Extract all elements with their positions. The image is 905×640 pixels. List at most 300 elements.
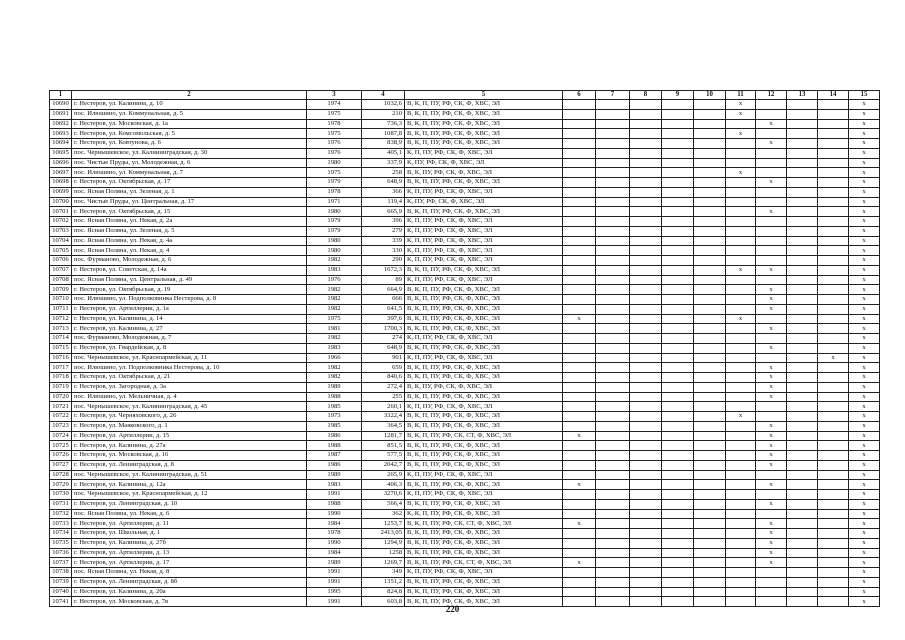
area-cell: 1672,3 bbox=[362, 265, 405, 275]
col-11-cell bbox=[726, 226, 756, 236]
year-built-cell: 1966 bbox=[307, 353, 362, 363]
address-cell: пос. Ясная Поляна, ул. Центральная, д. 49 bbox=[72, 275, 307, 285]
col-11-cell bbox=[726, 392, 756, 402]
col-13-cell bbox=[787, 402, 818, 412]
col-9-cell bbox=[662, 577, 694, 587]
area-cell: 1253,7 bbox=[362, 519, 405, 529]
col-13-cell bbox=[787, 441, 818, 451]
col-11-cell bbox=[726, 568, 756, 578]
area-cell: 659 bbox=[362, 363, 405, 373]
col-12-cell: х bbox=[756, 265, 787, 275]
column-header-8: 8 bbox=[630, 91, 662, 100]
col-10-cell bbox=[694, 256, 726, 266]
col-11-cell bbox=[726, 324, 756, 334]
col-12-cell bbox=[756, 314, 787, 324]
col-9-cell bbox=[662, 558, 694, 568]
col-15-cell: х bbox=[849, 392, 880, 402]
utilities-cell: К, П, ПУ, РФ, СК, Ф, ХВС, ЭЛ bbox=[405, 402, 563, 412]
col-13-cell bbox=[787, 236, 818, 246]
col-14-cell bbox=[818, 246, 849, 256]
col-13-cell bbox=[787, 538, 818, 548]
col-8-cell bbox=[630, 314, 662, 324]
col-9-cell bbox=[662, 451, 694, 461]
col-9-cell bbox=[662, 265, 694, 275]
utilities-cell: В, К, П, ПУ, РФ, СК, Ф, ХВС, ЭЛ bbox=[405, 480, 563, 490]
col-12-cell: х bbox=[756, 529, 787, 539]
col-10-cell bbox=[694, 577, 726, 587]
utilities-cell: К, П, ПУ, РФ, СК, Ф, ХВС, ЭЛ bbox=[405, 256, 563, 266]
col-6-cell bbox=[563, 129, 596, 139]
record-id-cell: 10705 bbox=[50, 246, 72, 256]
col-9-cell bbox=[662, 382, 694, 392]
year-built-cell: 1982 bbox=[307, 334, 362, 344]
col-14-cell bbox=[818, 392, 849, 402]
table-row bbox=[50, 314, 880, 324]
col-6-cell bbox=[563, 412, 596, 422]
col-8-cell bbox=[630, 451, 662, 461]
utilities-cell: В, К, П, ПУ, РФ, СК, Ф, ХВС, ЭЛ bbox=[405, 499, 563, 509]
col-14-cell: х bbox=[818, 353, 849, 363]
column-header-11: 11 bbox=[726, 91, 756, 100]
area-cell: 824,8 bbox=[362, 587, 405, 597]
address-cell: г. Нестеров, ул. Московская, д. 16 bbox=[72, 451, 307, 461]
address-cell: пос. Ясная Поляна, ул. Некая, д. 6 bbox=[72, 509, 307, 519]
address-cell: г. Нестеров, ул. Советская, д. 14а bbox=[72, 265, 307, 275]
area-cell: 119,4 bbox=[362, 197, 405, 207]
col-6-cell bbox=[563, 285, 596, 295]
col-9-cell bbox=[662, 236, 694, 246]
address-cell: пос. Чернышевское, ул. Красноармейская, д. 12 bbox=[72, 490, 307, 500]
col-8-cell bbox=[630, 119, 662, 129]
col-8-cell bbox=[630, 441, 662, 451]
col-8-cell bbox=[630, 109, 662, 119]
col-7-cell bbox=[596, 334, 630, 344]
table-row bbox=[50, 158, 880, 168]
col-6-cell bbox=[563, 529, 596, 539]
col-8-cell bbox=[630, 431, 662, 441]
table-row bbox=[50, 480, 880, 490]
col-13-cell bbox=[787, 499, 818, 509]
col-8-cell bbox=[630, 304, 662, 314]
col-10-cell bbox=[694, 324, 726, 334]
table-row bbox=[50, 168, 880, 178]
col-10-cell bbox=[694, 100, 726, 110]
col-15-cell: х bbox=[849, 343, 880, 353]
area-cell: 274 bbox=[362, 334, 405, 344]
utilities-cell: К, П, ПУ, РФ, СК, Ф, ХВС, ЭЛ bbox=[405, 353, 563, 363]
record-id-cell: 10725 bbox=[50, 441, 72, 451]
record-id-cell: 10723 bbox=[50, 421, 72, 431]
col-10-cell bbox=[694, 392, 726, 402]
address-cell: пос. Чернышевское, ул. Калининградская, д. 45 bbox=[72, 402, 307, 412]
col-13-cell bbox=[787, 324, 818, 334]
col-12-cell bbox=[756, 236, 787, 246]
address-cell: г. Нестеров, ул. Калинина, д. 12а bbox=[72, 480, 307, 490]
col-8-cell bbox=[630, 412, 662, 422]
col-11-cell bbox=[726, 480, 756, 490]
col-15-cell: х bbox=[849, 109, 880, 119]
col-14-cell bbox=[818, 460, 849, 470]
col-9-cell bbox=[662, 285, 694, 295]
area-cell: 2413,05 bbox=[362, 529, 405, 539]
col-7-cell bbox=[596, 109, 630, 119]
col-11-cell: х bbox=[726, 412, 756, 422]
col-14-cell bbox=[818, 558, 849, 568]
col-6-cell bbox=[563, 363, 596, 373]
record-id-cell: 10726 bbox=[50, 451, 72, 461]
area-cell: 210 bbox=[362, 109, 405, 119]
col-15-cell: х bbox=[849, 480, 880, 490]
year-built-cell: 1981 bbox=[307, 324, 362, 334]
col-8-cell bbox=[630, 421, 662, 431]
col-13-cell bbox=[787, 256, 818, 266]
column-header-13: 13 bbox=[787, 91, 818, 100]
col-6-cell bbox=[563, 343, 596, 353]
col-13-cell bbox=[787, 412, 818, 422]
col-6-cell bbox=[563, 382, 596, 392]
col-9-cell bbox=[662, 295, 694, 305]
table-row bbox=[50, 265, 880, 275]
col-10-cell bbox=[694, 451, 726, 461]
address-cell: г. Нестеров, ул. Московская, д. 1а bbox=[72, 119, 307, 129]
col-12-cell bbox=[756, 168, 787, 178]
col-6-cell bbox=[563, 217, 596, 227]
record-id-cell: 10730 bbox=[50, 490, 72, 500]
utilities-cell: В, К, П, ПУ, РФ, СК, Ф, ХВС, ЭЛ bbox=[405, 373, 563, 383]
col-10-cell bbox=[694, 304, 726, 314]
col-15-cell: х bbox=[849, 382, 880, 392]
col-12-cell: х bbox=[756, 431, 787, 441]
col-9-cell bbox=[662, 402, 694, 412]
col-15-cell: х bbox=[849, 158, 880, 168]
year-built-cell: 1991 bbox=[307, 597, 362, 607]
col-7-cell bbox=[596, 197, 630, 207]
record-id-cell: 10740 bbox=[50, 587, 72, 597]
col-6-cell: х bbox=[563, 314, 596, 324]
address-cell: пос. Фурманово, Молодежная, д. 6 bbox=[72, 256, 307, 266]
col-11-cell bbox=[726, 470, 756, 480]
col-15-cell: х bbox=[849, 529, 880, 539]
col-15-cell: х bbox=[849, 285, 880, 295]
table-row bbox=[50, 431, 880, 441]
col-9-cell bbox=[662, 392, 694, 402]
col-6-cell bbox=[563, 187, 596, 197]
col-12-cell bbox=[756, 402, 787, 412]
col-15-cell: х bbox=[849, 568, 880, 578]
col-10-cell bbox=[694, 295, 726, 305]
col-12-cell: х bbox=[756, 324, 787, 334]
utilities-cell: К, П, ПУ, РФ, СК, Ф, ХВС, ЭЛ bbox=[405, 187, 563, 197]
col-14-cell bbox=[818, 587, 849, 597]
col-12-cell bbox=[756, 217, 787, 227]
utilities-cell: В, К, П, ПУ, РФ, СК, Ф, ХВС, ЭЛ bbox=[405, 597, 563, 607]
col-10-cell bbox=[694, 421, 726, 431]
table-row bbox=[50, 451, 880, 461]
year-built-cell: 1982 bbox=[307, 256, 362, 266]
col-9-cell bbox=[662, 100, 694, 110]
table-row bbox=[50, 382, 880, 392]
col-14-cell bbox=[818, 451, 849, 461]
col-7-cell bbox=[596, 187, 630, 197]
col-8-cell bbox=[630, 285, 662, 295]
col-8-cell bbox=[630, 324, 662, 334]
record-id-cell: 10699 bbox=[50, 187, 72, 197]
col-15-cell: х bbox=[849, 412, 880, 422]
col-7-cell bbox=[596, 431, 630, 441]
record-id-cell: 10714 bbox=[50, 334, 72, 344]
year-built-cell: 1978 bbox=[307, 187, 362, 197]
address-cell: г. Нестеров, ул. Ковтунова, д. 6 bbox=[72, 139, 307, 149]
col-13-cell bbox=[787, 529, 818, 539]
col-12-cell bbox=[756, 353, 787, 363]
col-15-cell: х bbox=[849, 295, 880, 305]
year-built-cell: 1986 bbox=[307, 460, 362, 470]
col-12-cell bbox=[756, 158, 787, 168]
utilities-cell: В, К, П, ПУ, РФ, СК, СТ, Ф, ХВС, ЭЛ bbox=[405, 431, 563, 441]
col-15-cell: х bbox=[849, 519, 880, 529]
col-15-cell: х bbox=[849, 421, 880, 431]
col-6-cell bbox=[563, 109, 596, 119]
area-cell: 1294,9 bbox=[362, 538, 405, 548]
table-row bbox=[50, 499, 880, 509]
col-12-cell bbox=[756, 129, 787, 139]
area-cell: 3322,4 bbox=[362, 412, 405, 422]
utilities-cell: В, К, П, ПУ, РФ, СК, Ф, ХВС, ЭЛ bbox=[405, 421, 563, 431]
record-id-cell: 10720 bbox=[50, 392, 72, 402]
col-9-cell bbox=[662, 499, 694, 509]
col-15-cell: х bbox=[849, 353, 880, 363]
year-built-cell: 1976 bbox=[307, 139, 362, 149]
col-7-cell bbox=[596, 158, 630, 168]
table-row bbox=[50, 568, 880, 578]
area-cell: 577,5 bbox=[362, 451, 405, 461]
col-12-cell bbox=[756, 197, 787, 207]
col-15-cell: х bbox=[849, 363, 880, 373]
col-12-cell: х bbox=[756, 421, 787, 431]
area-cell: 851,5 bbox=[362, 441, 405, 451]
address-cell: пос. Чернышевское, ул. Калининградская, д. 30 bbox=[72, 148, 307, 158]
col-13-cell bbox=[787, 421, 818, 431]
col-10-cell bbox=[694, 587, 726, 597]
area-cell: 330 bbox=[362, 246, 405, 256]
col-10-cell bbox=[694, 275, 726, 285]
address-cell: пос. Илюшино, ул. Коммунальная, д. 7 bbox=[72, 168, 307, 178]
col-12-cell: х bbox=[756, 285, 787, 295]
col-8-cell bbox=[630, 460, 662, 470]
col-10-cell bbox=[694, 499, 726, 509]
col-13-cell bbox=[787, 295, 818, 305]
col-15-cell: х bbox=[849, 499, 880, 509]
record-id-cell: 10693 bbox=[50, 129, 72, 139]
col-14-cell bbox=[818, 304, 849, 314]
column-header-7: 7 bbox=[596, 91, 630, 100]
col-15-cell: х bbox=[849, 275, 880, 285]
col-9-cell bbox=[662, 470, 694, 480]
column-header-4: 4 bbox=[362, 91, 405, 100]
year-built-cell: 1978 bbox=[307, 119, 362, 129]
col-12-cell: х bbox=[756, 119, 787, 129]
col-10-cell bbox=[694, 363, 726, 373]
col-12-cell bbox=[756, 256, 787, 266]
record-id-cell: 10696 bbox=[50, 158, 72, 168]
record-id-cell: 10717 bbox=[50, 363, 72, 373]
col-11-cell bbox=[726, 295, 756, 305]
utilities-cell: В, К, П, ПУ, РФ, СК, Ф, ХВС, ЭЛ bbox=[405, 460, 563, 470]
table-row bbox=[50, 295, 880, 305]
col-13-cell bbox=[787, 314, 818, 324]
table-row bbox=[50, 236, 880, 246]
record-id-cell: 10704 bbox=[50, 236, 72, 246]
year-built-cell: 1991 bbox=[307, 577, 362, 587]
col-7-cell bbox=[596, 304, 630, 314]
year-built-cell: 1990 bbox=[307, 509, 362, 519]
col-6-cell bbox=[563, 538, 596, 548]
utilities-cell: В, К, П, ПУ, РФ, СК, Ф, ХВС, ЭЛ bbox=[405, 109, 563, 119]
col-7-cell bbox=[596, 129, 630, 139]
col-11-cell bbox=[726, 178, 756, 188]
col-7-cell bbox=[596, 529, 630, 539]
address-cell: г. Нестеров, ул. Гвардейская, д. 8 bbox=[72, 343, 307, 353]
col-10-cell bbox=[694, 334, 726, 344]
col-7-cell bbox=[596, 295, 630, 305]
col-13-cell bbox=[787, 353, 818, 363]
col-7-cell bbox=[596, 265, 630, 275]
col-14-cell bbox=[818, 529, 849, 539]
col-6-cell bbox=[563, 548, 596, 558]
col-14-cell bbox=[818, 129, 849, 139]
table-row bbox=[50, 109, 880, 119]
record-id-cell: 10691 bbox=[50, 109, 72, 119]
table-row bbox=[50, 519, 880, 529]
col-11-cell bbox=[726, 217, 756, 227]
year-built-cell: 1979 bbox=[307, 217, 362, 227]
col-7-cell bbox=[596, 226, 630, 236]
col-13-cell bbox=[787, 451, 818, 461]
utilities-cell: В, К, П, ПУ, РФ, СК, Ф, ХВС, ЭЛ bbox=[405, 100, 563, 110]
address-cell: г. Нестеров, ул. Октябрьская, д. 21 bbox=[72, 373, 307, 383]
record-id-cell: 10739 bbox=[50, 577, 72, 587]
col-13-cell bbox=[787, 197, 818, 207]
col-7-cell bbox=[596, 246, 630, 256]
utilities-cell: В, К, П, ПУ, РФ, СК, Ф, ХВС, ЭЛ bbox=[405, 129, 563, 139]
col-9-cell bbox=[662, 480, 694, 490]
col-14-cell bbox=[818, 343, 849, 353]
col-13-cell bbox=[787, 587, 818, 597]
col-10-cell bbox=[694, 314, 726, 324]
record-id-cell: 10732 bbox=[50, 509, 72, 519]
record-id-cell: 10731 bbox=[50, 499, 72, 509]
col-14-cell bbox=[818, 538, 849, 548]
record-id-cell: 10698 bbox=[50, 178, 72, 188]
record-id-cell: 10690 bbox=[50, 100, 72, 110]
year-built-cell: 1987 bbox=[307, 451, 362, 461]
year-built-cell: 1980 bbox=[307, 158, 362, 168]
address-cell: г. Нестеров, ул. Школьная, д. 1 bbox=[72, 529, 307, 539]
utilities-cell: К, К, П, ПУ, РФ, СК, Ф, ХВС, ЭЛ bbox=[405, 509, 563, 519]
col-6-cell bbox=[563, 353, 596, 363]
col-15-cell: х bbox=[849, 509, 880, 519]
column-header-12: 12 bbox=[756, 91, 787, 100]
col-6-cell bbox=[563, 207, 596, 217]
utilities-cell: В, К, П, ПУ, РФ, СК, Ф, ХВС, ЭЛ bbox=[405, 314, 563, 324]
year-built-cell: 1985 bbox=[307, 421, 362, 431]
col-11-cell: х bbox=[726, 109, 756, 119]
col-9-cell bbox=[662, 529, 694, 539]
col-12-cell bbox=[756, 226, 787, 236]
col-9-cell bbox=[662, 197, 694, 207]
col-10-cell bbox=[694, 197, 726, 207]
col-14-cell bbox=[818, 490, 849, 500]
table-row bbox=[50, 373, 880, 383]
record-id-cell: 10741 bbox=[50, 597, 72, 607]
address-cell: г. Нестеров, ул. Калинина, д. 20а bbox=[72, 587, 307, 597]
col-12-cell: х bbox=[756, 382, 787, 392]
col-11-cell bbox=[726, 236, 756, 246]
year-built-cell: 1984 bbox=[307, 519, 362, 529]
col-14-cell bbox=[818, 441, 849, 451]
address-cell: пос. Ясная Поляна, ул. Некая, д. 8 bbox=[72, 568, 307, 578]
col-10-cell bbox=[694, 538, 726, 548]
col-15-cell: х bbox=[849, 256, 880, 266]
col-9-cell bbox=[662, 304, 694, 314]
col-12-cell bbox=[756, 587, 787, 597]
col-15-cell: х bbox=[849, 324, 880, 334]
col-15-cell: х bbox=[849, 139, 880, 149]
col-8-cell bbox=[630, 275, 662, 285]
table-row bbox=[50, 548, 880, 558]
col-13-cell bbox=[787, 568, 818, 578]
col-7-cell bbox=[596, 460, 630, 470]
col-15-cell: х bbox=[849, 460, 880, 470]
record-id-cell: 10737 bbox=[50, 558, 72, 568]
column-header-3: 3 bbox=[307, 91, 362, 100]
year-built-cell: 1980 bbox=[307, 236, 362, 246]
utilities-cell: К, П, ПУ, РФ, СК, Ф, ХВС, ЭЛ bbox=[405, 236, 563, 246]
col-13-cell bbox=[787, 285, 818, 295]
col-14-cell bbox=[818, 363, 849, 373]
table-row bbox=[50, 148, 880, 158]
col-14-cell bbox=[818, 275, 849, 285]
col-9-cell bbox=[662, 148, 694, 158]
col-15-cell: х bbox=[849, 558, 880, 568]
col-13-cell bbox=[787, 558, 818, 568]
col-6-cell bbox=[563, 470, 596, 480]
area-cell: 366 bbox=[362, 187, 405, 197]
col-14-cell bbox=[818, 158, 849, 168]
col-8-cell bbox=[630, 519, 662, 529]
col-15-cell: х bbox=[849, 129, 880, 139]
col-14-cell bbox=[818, 519, 849, 529]
record-id-cell: 10716 bbox=[50, 353, 72, 363]
col-15-cell: х bbox=[849, 538, 880, 548]
col-9-cell bbox=[662, 109, 694, 119]
utilities-cell: К, П, ПУ, РФ, СК, Ф, ХВС, ЭЛ bbox=[405, 275, 563, 285]
col-12-cell bbox=[756, 187, 787, 197]
col-12-cell: х bbox=[756, 519, 787, 529]
col-7-cell bbox=[596, 207, 630, 217]
col-7-cell bbox=[596, 558, 630, 568]
col-6-cell bbox=[563, 499, 596, 509]
col-9-cell bbox=[662, 441, 694, 451]
address-cell: г. Нестеров, ул. Калинина, д. 27б bbox=[72, 538, 307, 548]
col-10-cell bbox=[694, 109, 726, 119]
utilities-cell: В, К, П, ПУ, РФ, СК, Ф, ХВС, ЭЛ bbox=[405, 285, 563, 295]
col-13-cell bbox=[787, 129, 818, 139]
col-11-cell bbox=[726, 158, 756, 168]
year-built-cell: 1988 bbox=[307, 441, 362, 451]
table-row bbox=[50, 529, 880, 539]
col-8-cell bbox=[630, 529, 662, 539]
